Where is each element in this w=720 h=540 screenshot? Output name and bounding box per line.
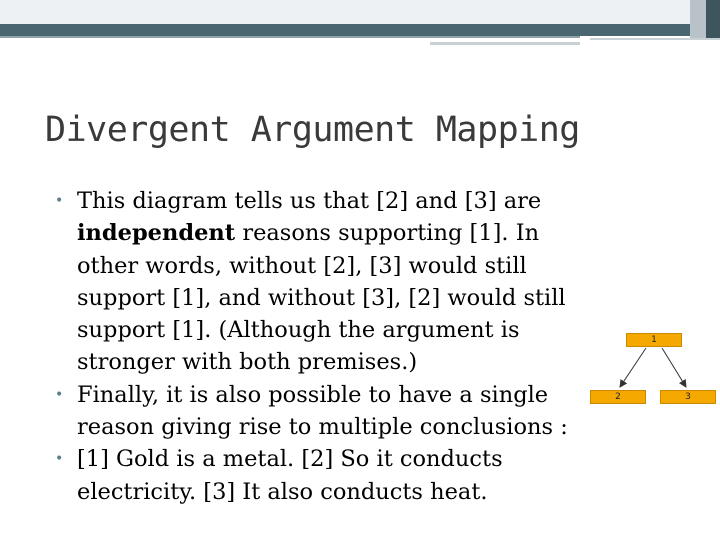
slide-title: Divergent Argument Mapping bbox=[45, 110, 580, 150]
header-rule-right bbox=[590, 38, 720, 40]
header-edge-block bbox=[690, 0, 706, 40]
bullet-marker: • bbox=[55, 451, 64, 468]
bullet-text: Finally, it is also possible to have a single reason giving rise to multiple conclusions : bbox=[77, 381, 568, 441]
header-band-dark bbox=[0, 24, 720, 36]
bullet-text: [1] Gold is a metal. [2] So it conducts electricity. [3] It also conducts heat. bbox=[77, 446, 503, 505]
bullet-marker: • bbox=[55, 386, 64, 403]
arrow-1-to-3 bbox=[662, 348, 686, 387]
argument-node-3: 3 bbox=[660, 390, 716, 404]
argument-node-2: 2 bbox=[590, 390, 646, 404]
bullet-marker: • bbox=[55, 193, 64, 209]
argument-node-1: 1 bbox=[626, 333, 682, 347]
header-band-light bbox=[0, 0, 690, 24]
arrow-1-to-2 bbox=[620, 348, 646, 387]
bullet-item bbox=[53, 185, 583, 379]
bullet-text: This diagram tells us that [2] and [3] are bbox=[77, 188, 542, 214]
header-rule-accent bbox=[430, 42, 580, 45]
bullet-list bbox=[53, 185, 583, 508]
bullet-item bbox=[53, 379, 583, 444]
bullet-emphasis: independent bbox=[77, 220, 236, 247]
bullet-text: reasons supporting [1]. In other words, without [2], [3] would still support [1], and without [3], [2] would still support [1]. (Although the argument is stronger with both premises.) bbox=[77, 220, 566, 376]
title-bar-decoration bbox=[0, 0, 720, 48]
bullet-item bbox=[53, 443, 583, 508]
header-rule bbox=[0, 36, 580, 38]
header-corner-block bbox=[706, 0, 720, 40]
